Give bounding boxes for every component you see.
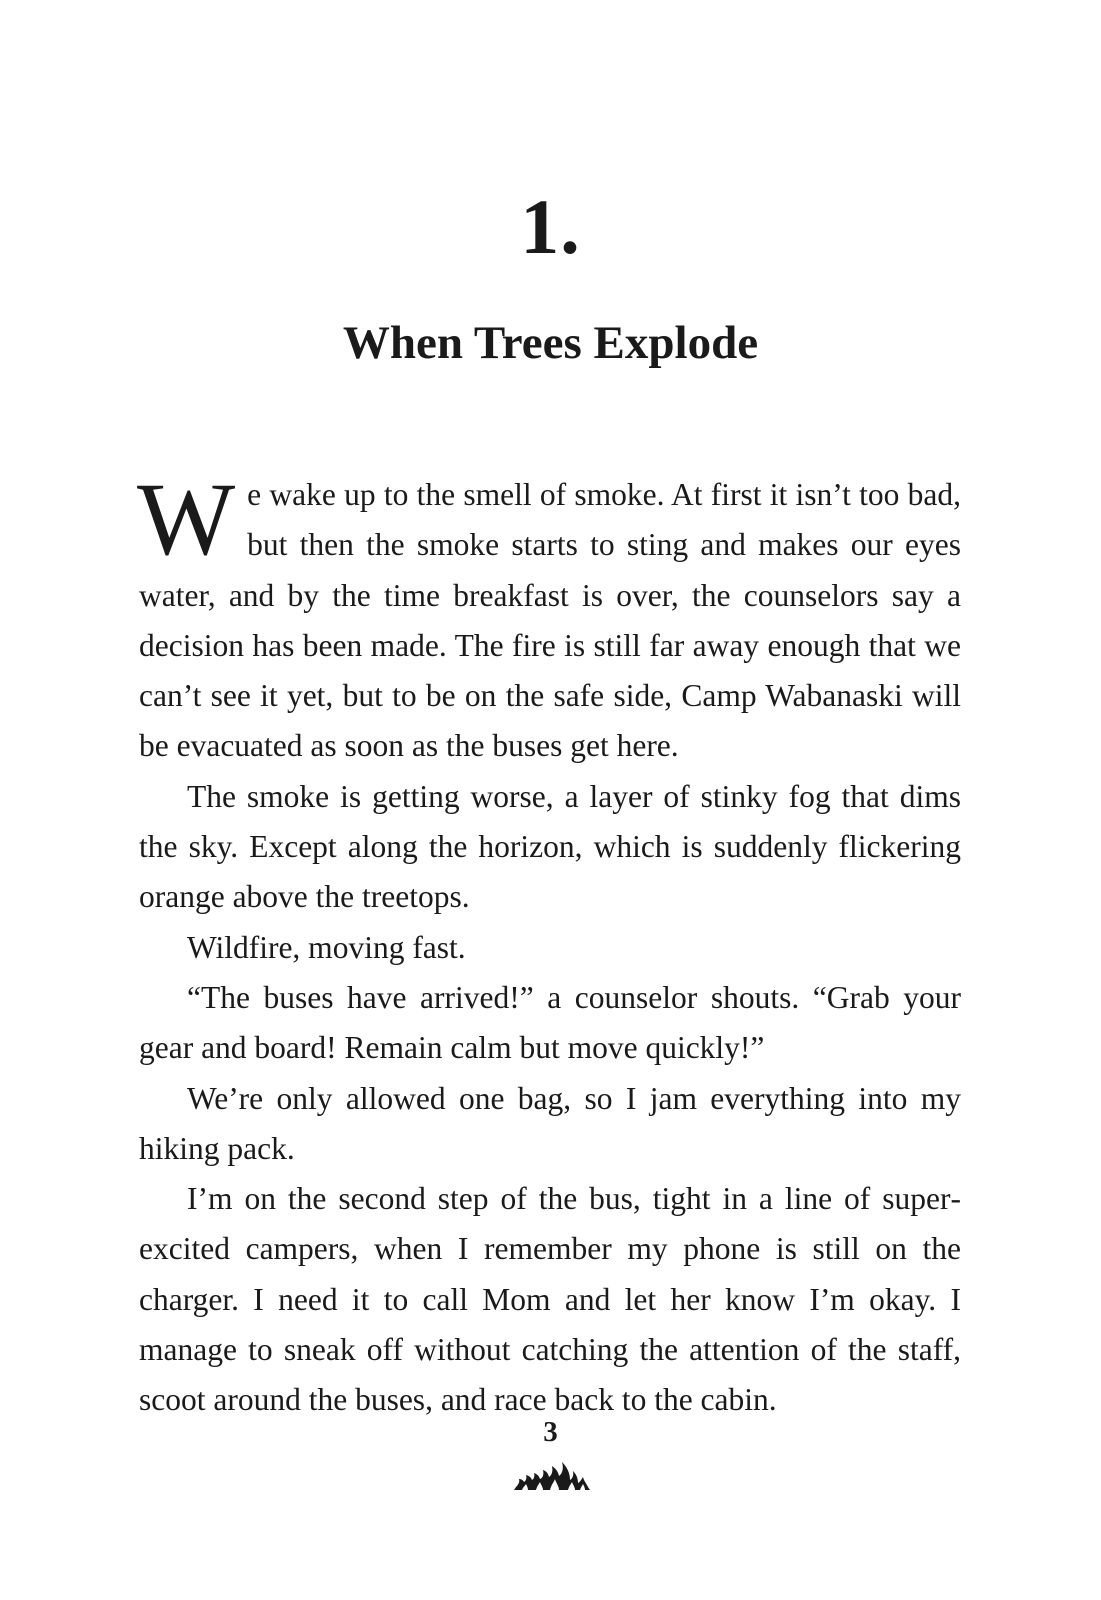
paragraph: Wildfire, moving fast. — [187, 929, 466, 965]
paragraph — [137, 462, 961, 772]
flame-icon — [512, 1457, 592, 1491]
paragraph: We’re only allowed one bag, so I jam everything into my hiking pack. — [139, 1080, 961, 1166]
paragraph: The smoke is getting worse, a layer of stinky fog that dims the sky. Except along the horizon, which is suddenly flickering orange above the treetops. — [139, 778, 961, 915]
paragraph-text: e wake up to the smell of smoke. At first it isn’t too bad, but then the smoke starts to sting and makes our eyes water, and by the time breakfast is over, the counselors say a decision has been made. The fire is still far away enough that we can’t see it yet, but to be on the safe side, Camp Wabanaski will be evacuated as soon as the buses get here. — [139, 477, 961, 764]
drop-cap: W — [137, 462, 236, 577]
paragraph: I’m on the second step of the bus, tight in a line of superexcited campers, when I remember my phone is still on the charger. I need it to call Mom and let her know I’m okay. I manage to sneak off without catching the attention of the staff, scoot around the buses, and race back to the cabin. — [139, 1181, 961, 1418]
paragraph: “The buses have arrived!” a counselor shouts. “Grab your gear and board! Remain calm but move quickly!” — [139, 979, 961, 1066]
chapter-title: When Trees Explode — [342, 317, 759, 369]
chapter-number: 1. — [520, 183, 581, 270]
page-number: 3 — [543, 1416, 558, 1448]
chapter-body — [137, 462, 961, 1426]
